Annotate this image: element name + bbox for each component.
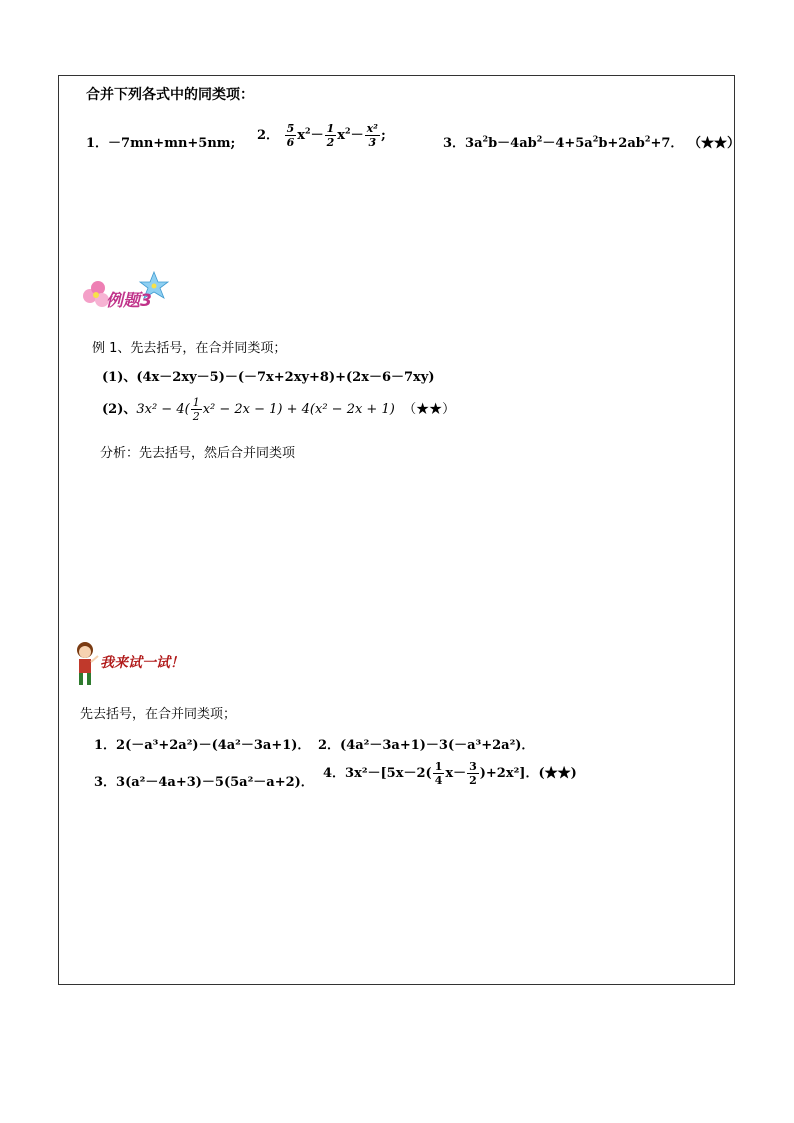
- practice-banner-title: 我来试一试！: [100, 655, 184, 671]
- example-part-2: (2)、3x² − 4( $\frac{1}{2}$ x² − 2x − 1) + 4(x² − 2x + 1) （★★）: [102, 396, 456, 423]
- example-intro: 例 1、先去括号，在合并同类项；: [92, 341, 287, 356]
- practice-question-3: 3．3(a²－4a+3)－5(5a²－a+2)．: [94, 775, 314, 790]
- example-banner: [76, 270, 176, 320]
- practice-intro: 先去括号，在合并同类项；: [80, 707, 237, 722]
- section-heading: 合并下列各式中的同类项：: [86, 87, 254, 103]
- example-banner-title: 例题3: [106, 291, 152, 311]
- practice-banner: [70, 640, 200, 688]
- practice-question-1: 1．2(－a³+2a²)－(4a²－3a+1)．: [94, 738, 311, 753]
- question-1: 1．－7mn+mn+5nm;: [86, 136, 236, 151]
- example-part-1: (1)、(4x－2xy－5)－(－7x+2xy+8)+(2x－6－7xy): [102, 370, 435, 385]
- practice-question-4: 4．3x²－[5x－2( $\frac{1}{4}$ x－ $\frac{3}{2}$ )+2x²]．(★★): [323, 760, 577, 787]
- content-frame: [58, 75, 735, 985]
- question-3: 3．$3a^2b-4ab^2-4+5a^2b+2ab^2+7$． （★★）: [443, 133, 740, 151]
- example-analysis: 分析：先去括号，然后合并同类项: [100, 446, 296, 461]
- girl-icon: [70, 640, 100, 688]
- practice-question-2: 2．(4a²－3a+1)－3(－a³+2a²)．: [318, 738, 535, 753]
- question-2: 2． $\frac{5}{6}$ $x^2-$ $\frac{1}{2}$ $x^2-$ $\frac{\text{x²}}{3}$ ;: [257, 122, 386, 149]
